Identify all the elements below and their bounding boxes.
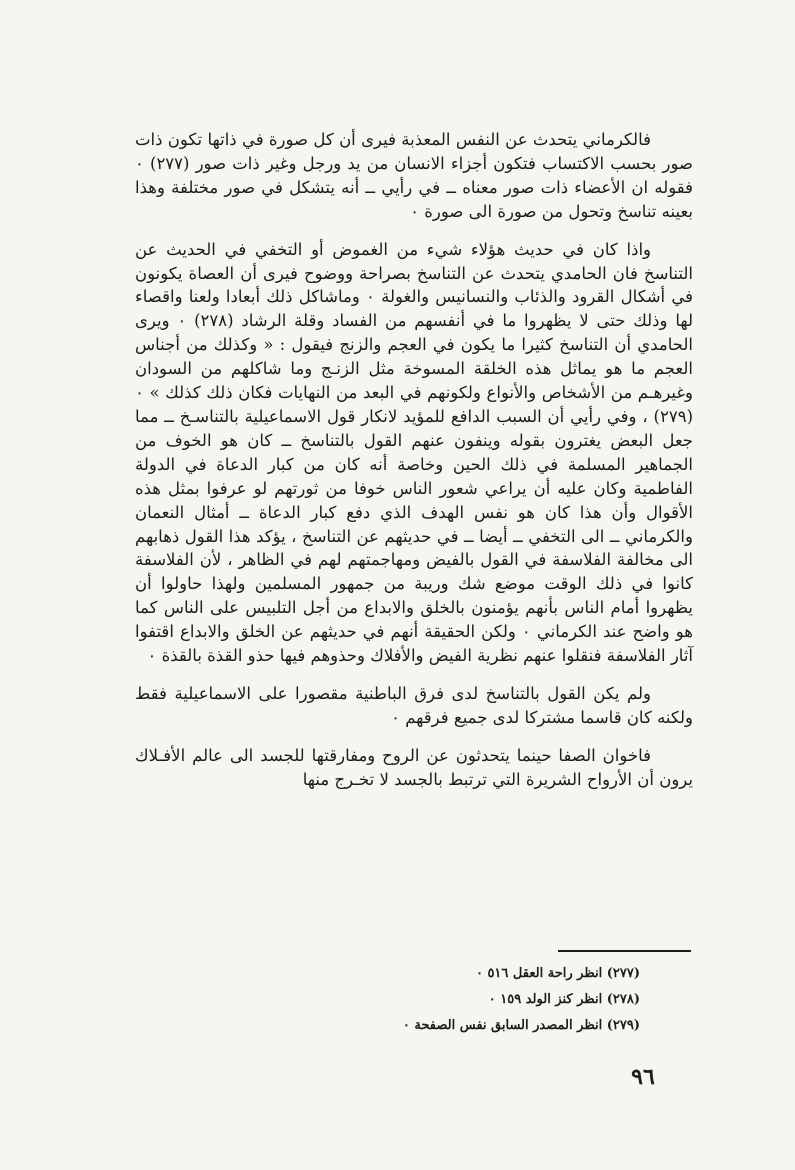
text-line: القول بالفيض ومهاجمتهم لهم في الظاهر ، لأن الفلاسفة كانوا في ذلك xyxy=(135,550,693,594)
paragraph-4 xyxy=(135,744,693,792)
text-line: ــ مما جعل البعض يغترون بقوله وينفون عنهم القول بالتناسخ ــ كان هو xyxy=(135,406,693,450)
text-line: والابداع اقتفوا آثار الفلاسفة فنقلوا عنهم نظرية الفيض والأفلاك وحذوهم xyxy=(135,622,693,666)
text-line: الدعاة في الدولة الفاطمية وكان عليه أن يراعي شعور الناس خوفا من xyxy=(135,454,693,498)
text-line: الخوف من الجماهير المسلمة في ذلك الحين وخاصة أنه كان من كبار xyxy=(135,430,693,474)
text-line: عن التناسخ فان الحامدي يتحدث عن التناسخ بصراحة ووضوح فيرى أن xyxy=(135,239,693,283)
text-line: الوقت موضع شك وريبة من جمهور المسلمين ولهذا حاولوا أن يظهروا xyxy=(135,574,693,618)
text-line: كما هو واضح عند الكرماني ٠ ولكن الحقيقة أنهم في حديثهم عن الخلق xyxy=(135,598,694,642)
text-line: وفي رأيي أن السبب الدافع للمؤيد لانكار قول الاسماعيلية بالتناسـخ xyxy=(179,406,637,426)
text-line: الى صورة ٠ xyxy=(410,201,493,221)
footnotes xyxy=(300,961,640,1039)
footnote-separator xyxy=(558,950,691,952)
text-line: والأنواع ولكونهم في البعد من النهايات فكان ذلك كذلك » ٠ (٢٧٩) ، xyxy=(135,383,693,426)
text-line: فاخوان الصفا حينما يتحدثون عن الروح ومفارقتها للجسد الى عالم xyxy=(192,745,651,765)
footnote-278: (٢٧٨) انظر كنز الولد ١٥٩ ٠ xyxy=(488,992,640,1007)
text-line: أمام الناس بأنهم يؤمنون بالخلق والابداع من أجل التلبيس على الناس xyxy=(163,598,640,618)
text-line: وغير ذات صور (٢٧٧) ٠ فقوله ان الأعضاء ذات صور معناه ــ في xyxy=(135,153,693,197)
text-line: دفع كبار الدعاة ــ أمثال النعمان والكرماني ــ الى التخفي ــ أيضا ــ في xyxy=(135,502,693,546)
paragraph-3 xyxy=(135,682,693,730)
text-line: ذلك أبعادا ولعنا واقصاء لها وذلك حتى لا يظهروا ما في أنفسهم من الفساد xyxy=(135,287,693,331)
text-line: فيها حذو القذة بالقذة ٠ xyxy=(147,646,306,666)
text-line: ثورتهم لو عرفوا بمثل هذه الأقوال وأن هذا كان هو نفس الهدف الذي xyxy=(135,478,693,522)
footnote-279: (٢٧٩) انظر المصدر السابق نفس الصفحة ٠ xyxy=(402,1018,640,1033)
text-line: المسوخة مثل الزنـج وما شاكلهم من السودان وغيرهـم من الأشخاص xyxy=(135,359,693,403)
text-line: وقلة الرشاد (٢٧٨) ٠ ويرى الحامدي أن التناسخ كثيرا ما يكون في xyxy=(135,311,693,355)
paragraph-2 xyxy=(135,238,693,668)
paragraph-1 xyxy=(135,128,693,224)
text-line: فالكرماني يتحدث عن النفس المعذبة فيرى أن كل صورة في ذاتها xyxy=(207,130,651,149)
page-number: ٩٦ xyxy=(631,1064,655,1090)
text-line: الأفـلاك يرون أن الأرواح الشريرة التي ترتبط بالجسد لا تخـرج منها xyxy=(135,745,693,789)
text-line: حديثهم عن التناسخ ، يؤكد هذا القول ذهابهم الى مخالفة الفلاسفة في xyxy=(135,526,693,570)
text-line: رأيي ــ أنه يتشكل في صور مختلفة وهذا بعينه تناسخ وتحول من صورة xyxy=(135,177,693,221)
text-line: ولم يكن القول بالتناسخ لدى فرق الباطنية مقصورا على الاسماعيلية xyxy=(174,683,652,703)
main-text xyxy=(135,128,693,792)
text-line: واذا كان في حديث هؤلاء شيء من الغموض أو التخفي في الحديث xyxy=(166,239,652,259)
text-line: العجم والزنج فيقول : « وكذلك من أجناس العجم ما هو يماثل هذه الخلقة xyxy=(135,335,693,379)
text-line: العصاة يكونون في أشكال القرود والذئاب والنسانيس والغولة ٠ وماشاكل xyxy=(135,263,693,307)
text-line: تكون ذات صور بحسب الاكتساب فتكون أجزاء الانسان من يد ورجل xyxy=(135,130,693,173)
text-line: فقط ولكنه كان قاسما مشتركا لدى جميع فرقهم ٠ xyxy=(135,683,693,727)
footnote-277: (٢٧٧) انظر راحة العقل ٥١٦ ٠ xyxy=(475,966,640,981)
